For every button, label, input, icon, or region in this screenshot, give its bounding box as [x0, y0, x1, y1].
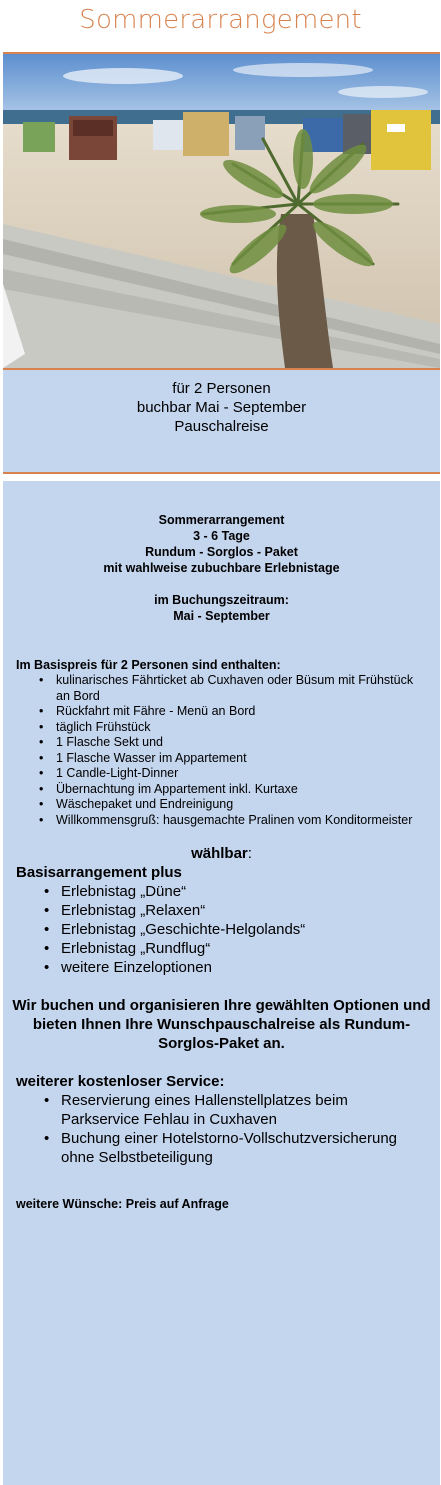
list-item: • 1 Candle-Light-Dinner — [56, 766, 416, 782]
included-heading: Im Basispreis für 2 Personen sind enthalten: — [16, 658, 281, 672]
list-item: • Willkommensgruß: hausgemachte Pralinen vom Konditormeister — [56, 813, 416, 829]
info-box — [3, 368, 440, 474]
details-package: Rundum - Sorglos - Paket — [145, 545, 298, 559]
booking-period — [3, 592, 440, 624]
list-item: • kulinarisches Fährticket ab Cuxhaven oder Büsum mit Frühstück an Bord — [56, 673, 416, 704]
included-section — [3, 657, 440, 828]
list-item: • weitere Einzeloptionen — [61, 958, 428, 977]
details-extras: mit wahlweise zubuchbare Erlebnistage — [103, 561, 340, 575]
persons-text: für 2 Personen — [172, 380, 271, 397]
list-item: • Erlebnistag „Geschichte-Helgolands“ — [61, 920, 428, 939]
service-list — [61, 1091, 428, 1167]
selectable-list — [61, 882, 428, 977]
list-item: • Rückfahrt mit Fähre - Menü an Bord — [56, 704, 416, 720]
list-item: • Erlebnistag „Rundflug“ — [61, 939, 428, 958]
list-item: • Erlebnistag „Relaxen“ — [61, 901, 428, 920]
list-item: • 1 Flasche Sekt und — [56, 735, 416, 751]
page-title: Sommerarrangement — [79, 5, 362, 35]
details-title: Sommerarrangement — [158, 513, 285, 527]
list-item: • täglich Frühstück — [56, 720, 416, 736]
list-item: • Reservierung eines Hallenstellplatzes beim Parkservice Fehlau in Cuxhaven — [61, 1091, 428, 1129]
selectable-label — [3, 844, 440, 863]
beach-photo — [3, 52, 440, 368]
list-item: • Buchung einer Hotelstorno-Vollschutzversicherung ohne Selbstbeteiligung — [61, 1129, 428, 1167]
travel-type-text: Pauschalreise — [174, 418, 269, 435]
details-box — [3, 481, 440, 1485]
included-list — [56, 673, 416, 828]
list-item: • Übernachtung im Appartement inkl. Kurtaxe — [56, 782, 416, 798]
further-wishes: weitere Wünsche: Preis auf Anfrage — [16, 1197, 229, 1211]
booking-period-value: Mai - September — [173, 609, 270, 623]
selectable-colon: : — [247, 845, 252, 862]
details-heading — [3, 481, 440, 576]
selectable-label-text: wählbar — [191, 845, 248, 862]
list-item: • 1 Flasche Wasser im Appartement — [56, 751, 416, 767]
details-duration: 3 - 6 Tage — [193, 529, 250, 543]
selectable-section — [3, 863, 440, 977]
list-item: • Erlebnistag „Düne“ — [61, 882, 428, 901]
list-item: • Wäschepaket und Endreinigung — [56, 797, 416, 813]
organize-text: Wir buchen und organisieren Ihre gewählten Optionen und bieten Ihnen Ihre Wunschpauschalreise als Rundum-Sorglos-Paket an. — [12, 997, 431, 1052]
booking-period-text: buchbar Mai - September — [136, 399, 307, 416]
selectable-heading: Basisarrangement plus — [16, 864, 182, 881]
service-section — [3, 1072, 440, 1167]
service-heading: weiterer kostenloser Service: — [16, 1073, 225, 1090]
booking-period-label: im Buchungszeitraum: — [154, 593, 289, 607]
